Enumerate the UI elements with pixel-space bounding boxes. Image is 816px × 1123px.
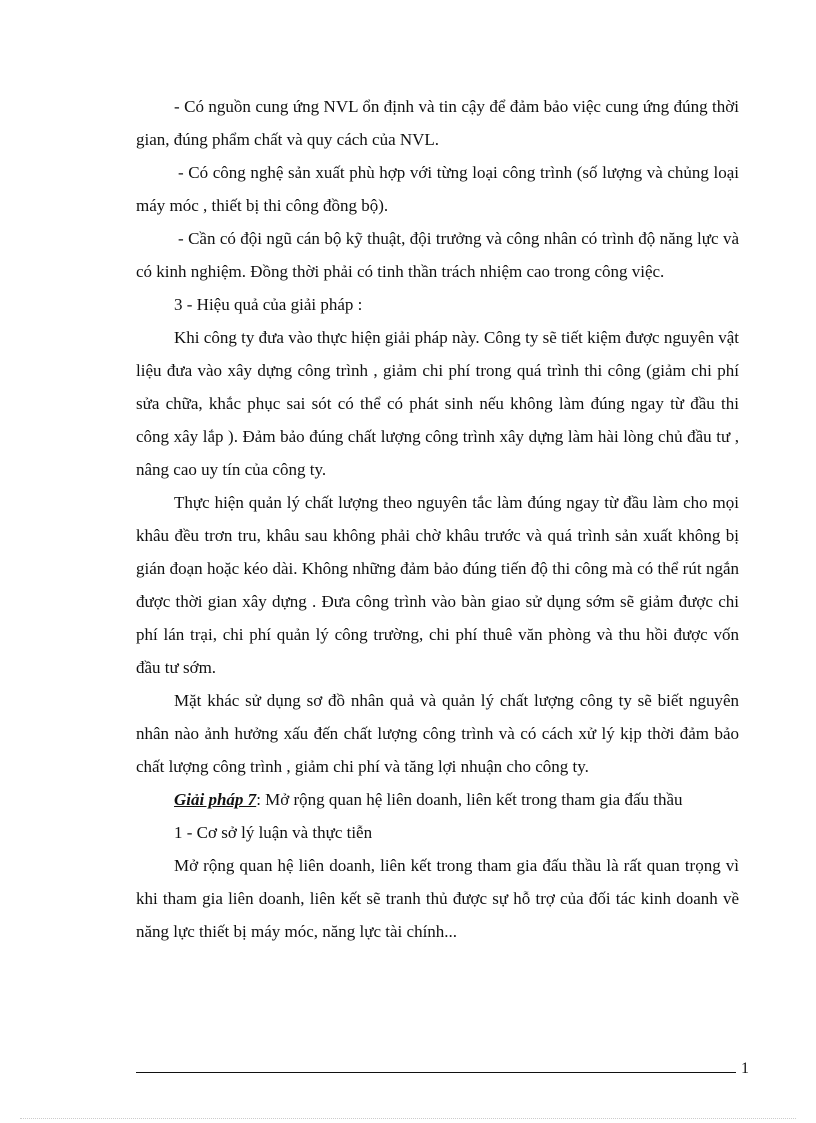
bullet-technology: - Có công nghệ sản xuất phù hợp với từng loại công trình (số lượng và chủng loại máy móc , thiết bị thi công đồng bộ).: [136, 163, 739, 215]
paragraph-joint-venture: Mở rộng quan hệ liên doanh, liên kết trong tham gia đấu thầu là rất quan trọng vì khi tham gia liên doanh, liên kết sẽ tranh thủ được sự hỗ trợ của đối tác kinh doanh về năng lực thiết bị máy móc, năng lực tài chính...: [136, 856, 739, 941]
solution-7-title: : Mở rộng quan hệ liên doanh, liên kết trong tham gia đấu thầu: [256, 790, 683, 809]
section-heading-basis: 1 - Cơ sở lý luận và thực tiễn: [174, 823, 373, 842]
solution-7-heading: [136, 783, 739, 816]
solution-7-label: Giải pháp 7: [174, 790, 257, 809]
document-body: [136, 90, 739, 948]
paragraph-savings: Khi công ty đưa vào thực hiện giải pháp này. Công ty sẽ tiết kiệm được nguyên vật liệu đưa vào xây dựng công trình , giảm chi phí trong quá trình thi công (giảm chi phí sửa chữa, khắc phục sai sót có thể có phát sinh nếu không làm đúng ngay từ đầu thi công xây lắp ). Đảm bảo đúng chất lượng công trình xây dựng làm hài lòng chủ đầu tư , nâng cao uy tín của công ty.: [136, 328, 739, 479]
paragraph-quality-management: Thực hiện quản lý chất lượng theo nguyên tắc làm đúng ngay từ đầu làm cho mọi khâu đều trơn tru, khâu sau không phải chờ khâu trước và quá trình sản xuất không bị gián đoạn hoặc kéo dài. Không những đảm bảo đúng tiến độ thi công mà có thể rút ngắn được thời gian xây dựng . Đưa công trình vào bàn giao sử dụng sớm sẽ giảm được chi phí lán trại, chi phí quản lý công trường, chi phí thuê văn phòng và thu hồi được vốn đầu tư sớm.: [136, 493, 739, 677]
page-number: 1: [741, 1060, 749, 1077]
bullet-staff: - Cần có đội ngũ cán bộ kỹ thuật, đội trưởng và công nhân có trình độ năng lực và có kinh nghiệm. Đồng thời phải có tinh thần trách nhiệm cao trong công việc.: [136, 229, 739, 281]
bullet-supply-source: - Có nguồn cung ứng NVL ổn định và tin cậy để đảm bảo việc cung ứng đúng thời gian, đúng phẩm chất và quy cách của NVL.: [136, 97, 739, 149]
footer-rule: [136, 1072, 736, 1073]
section-heading-effectiveness: 3 - Hiệu quả của giải pháp :: [174, 295, 363, 314]
paragraph-cause-effect: Mặt khác sử dụng sơ đồ nhân quả và quản lý chất lượng công ty sẽ biết nguyên nhân nào ảnh hưởng xấu đến chất lượng công trình và có cách xử lý kịp thời đảm bảo chất lượng công trình , giảm chi phí và tăng lợi nhuận cho công ty.: [136, 691, 739, 776]
page-edge-divider: [20, 1118, 796, 1119]
